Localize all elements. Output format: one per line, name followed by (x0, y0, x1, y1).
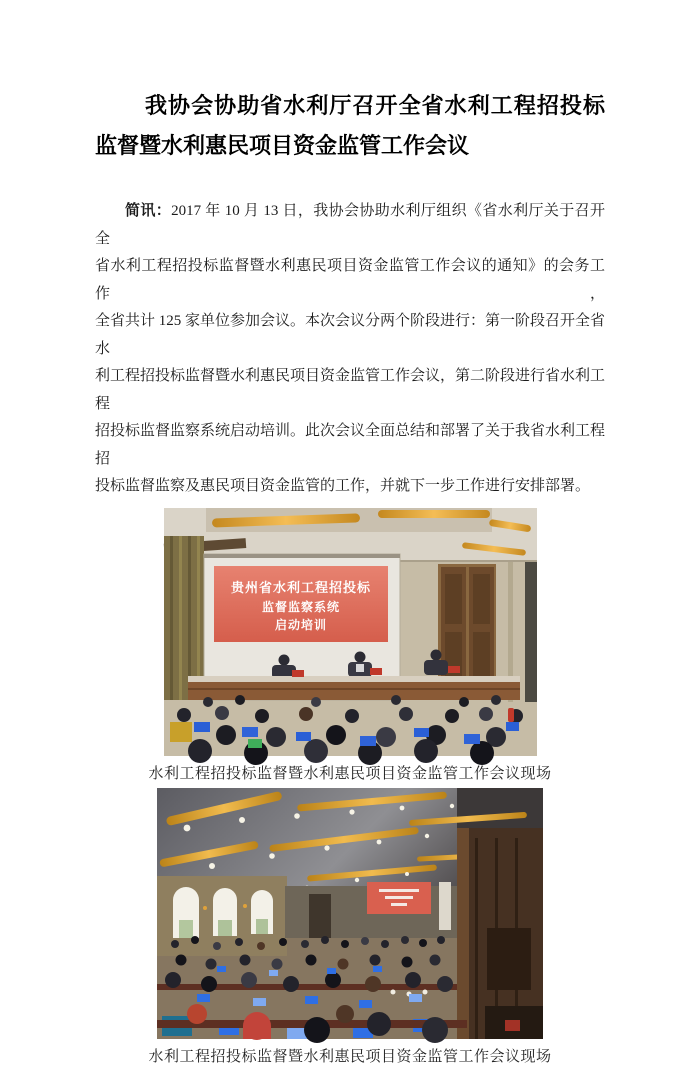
lead-label: 简讯： (125, 203, 172, 219)
body-line-1 (95, 198, 605, 253)
corner-table (485, 1006, 543, 1039)
photo-caption-1: 水利工程招投标监督暨水利惠民项目资金监管工作会议现场 (148, 765, 552, 782)
meeting-photo-rear (157, 788, 543, 1039)
body-line-5: 招投标监督监察系统启动培训。此次会议全面总结和部署了关于我省水利工程招 (95, 423, 606, 467)
article-title-line1: 我协会协助省水利厅召开全省水利工程招投标 (145, 93, 605, 118)
slide-title-line2: 监督监察系统 (261, 599, 340, 614)
photo-caption-2: 水利工程招投标监督暨水利惠民项目资金监管工作会议现场 (148, 1048, 552, 1065)
figure-meeting-rear (0, 788, 700, 1068)
body-line-3: 全省共计 125 家单位参加会议。本次会议分两个阶段进行：第一阶段召开全省水 (95, 313, 606, 357)
body-line-2: 省水利工程招投标监督暨水利惠民项目资金监管工作会议的通知》的会务工作， (95, 258, 605, 302)
rear-screen (367, 882, 431, 914)
body-line-4: 利工程招投标监督暨水利惠民项目资金监管工作会议，第二阶段进行省水利工程 (95, 368, 606, 412)
red-bottle (508, 708, 514, 722)
article-body (95, 198, 605, 501)
body-line-6: 投标监督监察及惠民项目资金监管的工作，并就下一步工作进行安排部署。 (95, 478, 591, 494)
meeting-photo-front (164, 508, 537, 756)
meeting-photo-front-illustration (164, 508, 537, 756)
article-title-line2: 监督暨水利惠民项目资金监管工作会议 (95, 133, 470, 158)
body-line-1-text: 2017 年 10 月 13 日，我协会协助水利厅组织《省水利厅关于召开全 (95, 203, 605, 247)
slide-title-line1: 贵州省水利工程招投标 (230, 579, 371, 595)
meeting-photo-rear-illustration (157, 788, 543, 1039)
slide (214, 566, 388, 642)
wall-column (525, 562, 537, 702)
article-title (95, 86, 605, 166)
curtain (164, 536, 204, 700)
slide-title-line3: 启动培训 (274, 617, 327, 632)
figure-meeting-front (0, 508, 700, 785)
